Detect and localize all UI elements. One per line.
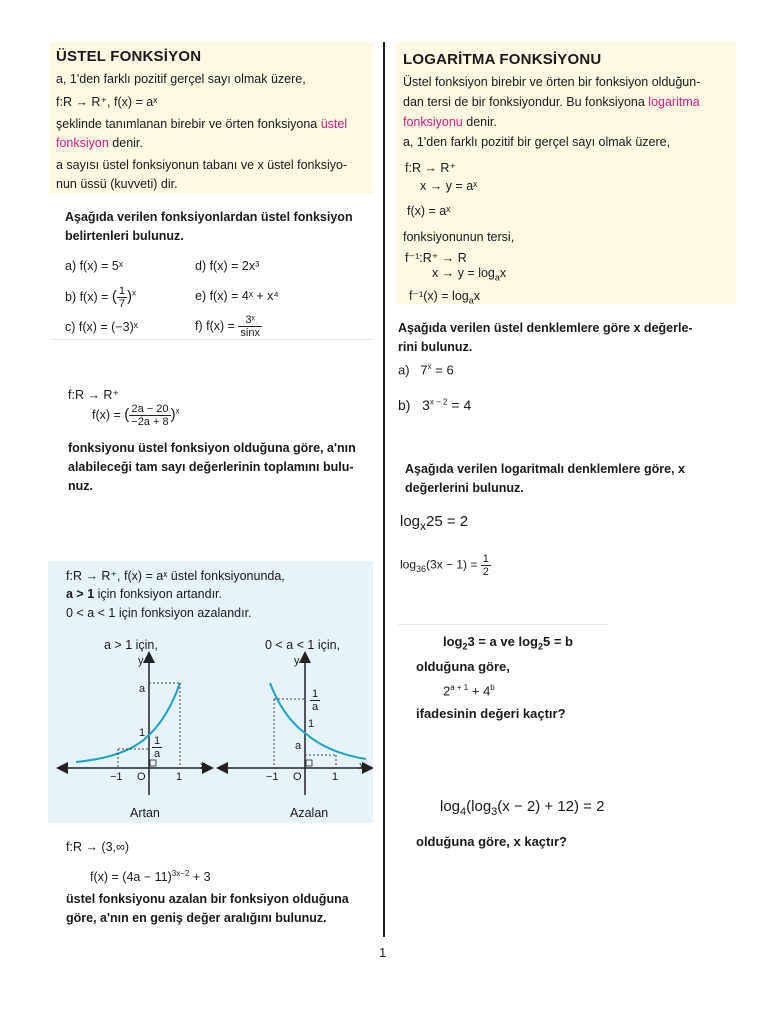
ustel-line4-text: denir. [108, 136, 143, 150]
q2-def: f:R → R⁺ [68, 388, 120, 402]
q6-line4: ifadesinin değeri kaçtır? [416, 706, 566, 721]
q7-rest: (x − 2) + 12) = 2 [497, 798, 605, 815]
q6-line2: olduğuna göre, [416, 659, 510, 674]
q5-eq2-post: (3x − 1) = [426, 557, 481, 572]
q4-b-post: = 4 [447, 397, 472, 413]
q5-eq1 [400, 513, 468, 533]
q1-b-exp: x [132, 288, 137, 298]
graph-line2-post: için fonksiyon artandır. [94, 587, 223, 601]
q4-line1: Aşağıda verilen üstel denklemlere göre x değerle- [398, 321, 693, 335]
ustel-term-2: fonksiyon [56, 136, 109, 150]
g1-frac [152, 735, 162, 760]
g2-minus-one: −1 [266, 771, 279, 783]
q1-a: a) f(x) = 5ˣ [65, 259, 123, 273]
graph-line2-pre: a > 1 [66, 587, 95, 601]
log-m6-sub: a [468, 295, 474, 306]
log-m5-post: x [499, 266, 507, 280]
ustel-def: f:R → R⁺, f(x) = aˣ [56, 95, 158, 109]
q2-line1: fonksiyonu üstel fonksiyon olduğuna göre, a'nın [68, 441, 356, 455]
q6-expr-exp2: b [490, 683, 495, 692]
q7-sub2: 3 [491, 806, 498, 818]
q7-sub1: 4 [460, 806, 467, 818]
q5-line1: Aşağıda verilen logaritmalı denklemlere göre, x [405, 462, 685, 476]
log-m3: f(x) = aˣ [407, 204, 451, 218]
q3-line1: üstel fonksiyonu azalan bir fonksiyon olduğuna [66, 892, 349, 906]
q1-separator [50, 339, 373, 340]
column-divider [383, 42, 385, 937]
log-term-2: fonksiyonu [403, 115, 463, 129]
log-m6 [409, 288, 480, 306]
q6-given-post: 5 = b [542, 634, 573, 649]
q1-f-fraction [238, 314, 262, 339]
log-m4: f⁻¹:R⁺ → R [405, 251, 467, 265]
q1-f-num: 3ˣ [238, 314, 262, 327]
q7-eq [440, 798, 604, 818]
log-line2-text: dan tersi de bir fonksiyondur. Bu fonksiyona [403, 95, 649, 109]
q6-expr-mid: + 4 [468, 683, 491, 699]
q3-func-exp: 3x−2 [171, 869, 190, 878]
g1-origin: O [137, 771, 146, 783]
g2-x-label: x [359, 760, 365, 772]
log-line3 [403, 115, 497, 129]
q4-b-base: 3 [422, 397, 430, 413]
q4-b [398, 397, 471, 413]
log-line3-text: denir. [462, 115, 497, 129]
q7-log2: (log [466, 798, 492, 815]
q2-line3: nuz. [68, 479, 93, 493]
q2-func-pre: f(x) = [92, 407, 125, 422]
q1-b-num: 1 [118, 285, 126, 297]
g2-frac-den: a [312, 701, 319, 713]
g2-x-one: 1 [332, 771, 339, 783]
ustel-title: ÜSTEL FONKSİYON [56, 48, 202, 65]
q6-given [443, 634, 573, 652]
q1-d: d) f(x) = 2x³ [195, 259, 260, 273]
q1-b-fraction [117, 285, 127, 310]
q2-exp: x [175, 406, 180, 416]
q1-b-pre: b) f(x) = [65, 289, 112, 304]
q6-given-sub1: 2 [462, 641, 468, 652]
q3-def: f:R → (3,∞) [66, 840, 130, 854]
ustel-line3 [56, 117, 347, 131]
g2-frac [310, 688, 320, 713]
graph2-title: 0 < a < 1 için, [265, 638, 341, 652]
g2-one-label: 1 [308, 718, 315, 730]
q1-f-den: sinx [240, 327, 260, 339]
q1-b-den: 7 [118, 298, 126, 310]
q2-line2: alabileceği tam sayı değerlerinin toplamını bulu- [68, 460, 354, 474]
q1-line1: Aşağıda verilen fonksiyonlardan üstel fonksiyon [65, 210, 353, 224]
ustel-line5: a sayısı üstel fonksiyonun tabanı ve x üstel fonksiyo- [56, 158, 348, 172]
g1-frac-num: 1 [154, 735, 161, 747]
ustel-term-1: üstel [320, 117, 348, 131]
log-line2 [403, 95, 700, 109]
ustel-line4 [56, 136, 143, 150]
q1-e: e) f(x) = 4ˣ + x⁴ [195, 289, 279, 303]
q6-expr-exp1: a + 1 [450, 683, 469, 692]
log-line4: a, 1'den farklı pozitif bir gerçel sayı olmak üzere, [403, 135, 671, 149]
q2-den: −2a + 8 [131, 416, 169, 428]
q5-eq1-pre: log [400, 513, 421, 530]
q4-a-post: = 6 [431, 362, 454, 378]
q6-separator [398, 624, 608, 625]
q7-line2: olduğuna göre, x kaçtır? [416, 834, 567, 849]
g2-frac-box [310, 688, 320, 713]
g1-one-label: 1 [139, 727, 146, 739]
q1-b-rparen: ) [127, 287, 133, 305]
increasing-curve [76, 683, 180, 762]
g2-origin: O [293, 771, 302, 783]
q3-line2: göre, a'nın en geniş değer aralığını bulunuz. [66, 911, 327, 925]
q4-a-exp: x [427, 362, 432, 371]
log-m2: x → y = aˣ [420, 179, 478, 193]
q2-lparen: ( [124, 405, 130, 423]
log-term-1: logaritma [648, 95, 700, 109]
q7-log1: log [440, 798, 461, 815]
q3-func [90, 869, 211, 884]
ustel-line6: nun üssü (kuvveti) dir. [56, 177, 178, 191]
log-m5-sub: a [494, 272, 500, 283]
q4-a [398, 362, 454, 377]
q6-expr [443, 683, 495, 698]
q2-func [92, 403, 180, 428]
q4-b-label: b) [398, 397, 411, 413]
g2-caption: Azalan [290, 806, 329, 820]
g1-a-label: a [139, 683, 146, 695]
g1-y-label: y [138, 655, 144, 667]
q2-fraction [129, 403, 170, 428]
q4-b-exp: x − 2 [429, 397, 448, 407]
g1-frac-den: a [154, 748, 161, 760]
q4-line2: rini bulunuz. [398, 340, 473, 354]
q3-func-plus: + 3 [189, 870, 211, 885]
q1-b [65, 285, 136, 310]
graph-line1: f:R → R⁺, f(x) = aˣ üstel fonksiyonunda, [66, 569, 285, 583]
q3-func-base: f(x) = (4a − 11) [90, 870, 172, 885]
q4-a-base: 7 [420, 362, 428, 378]
q5-line2: değerlerini bulunuz. [405, 481, 524, 495]
g1-x-label: x [200, 760, 206, 772]
q6-given-mid: 3 = a ve log [467, 634, 538, 649]
g1-frac-box [152, 735, 162, 760]
q5-eq2-pre: log [400, 557, 417, 572]
q5-eq2-den: 2 [482, 566, 489, 578]
q1-f [195, 314, 262, 339]
log-m5 [432, 266, 506, 283]
q2-rparen: ) [170, 405, 176, 423]
g1-caption: Artan [130, 806, 160, 820]
q5-eq2-fraction [481, 553, 491, 578]
g2-frac-num: 1 [312, 688, 319, 700]
log-title: LOGARİTMA FONKSİYONU [403, 51, 602, 68]
ustel-line3-text: şeklinde tanımlanan birebir ve örten fonksiyona [56, 117, 321, 131]
q1-f-pre: f) f(x) = [195, 318, 239, 333]
g1-minus-one: −1 [110, 771, 123, 783]
q6-given-sub2: 2 [537, 641, 543, 652]
log-line5: fonksiyonunun tersi, [403, 230, 515, 244]
q4-a-label: a) [398, 362, 410, 378]
g1-x-one: 1 [176, 771, 183, 783]
graph1-title: a > 1 için, [104, 638, 158, 652]
q2-num: 2a − 20 [129, 403, 170, 416]
log-line1: Üstel fonksiyon birebir ve örten bir fonksiyon olduğun- [403, 75, 701, 89]
log-m1: f:R → R⁺ [405, 161, 457, 175]
q5-eq1-post: 25 = 2 [426, 513, 469, 530]
g2-y-label: y [294, 655, 300, 667]
page-number: 1 [379, 945, 387, 960]
q1-c: c) f(x) = (−3)ˣ [65, 320, 138, 334]
exponential-graphs [48, 645, 373, 823]
graph-line3: 0 < a < 1 için fonksiyon azalandır. [66, 606, 252, 620]
q6-expr-base1: 2 [443, 683, 451, 699]
q6-given-log1: log [443, 634, 463, 649]
g2-a-label: a [295, 740, 302, 752]
q5-eq2 [400, 553, 491, 578]
q1-b-lparen: ( [111, 287, 117, 305]
q5-eq1-sub: x [420, 519, 427, 533]
graph-line2 [66, 587, 222, 601]
q5-eq2-sub: 36 [416, 564, 427, 575]
q5-eq2-num: 1 [482, 553, 489, 565]
ustel-line1: a, 1'den farklı pozitif gerçel sayı olmak üzere, [56, 72, 306, 86]
log-m6-post: x [473, 289, 481, 303]
log-m5-pre: x → y = log [432, 266, 495, 280]
q1-line2: belirtenleri bulunuz. [65, 229, 184, 243]
log-m6-pre: f⁻¹(x) = log [409, 289, 469, 303]
